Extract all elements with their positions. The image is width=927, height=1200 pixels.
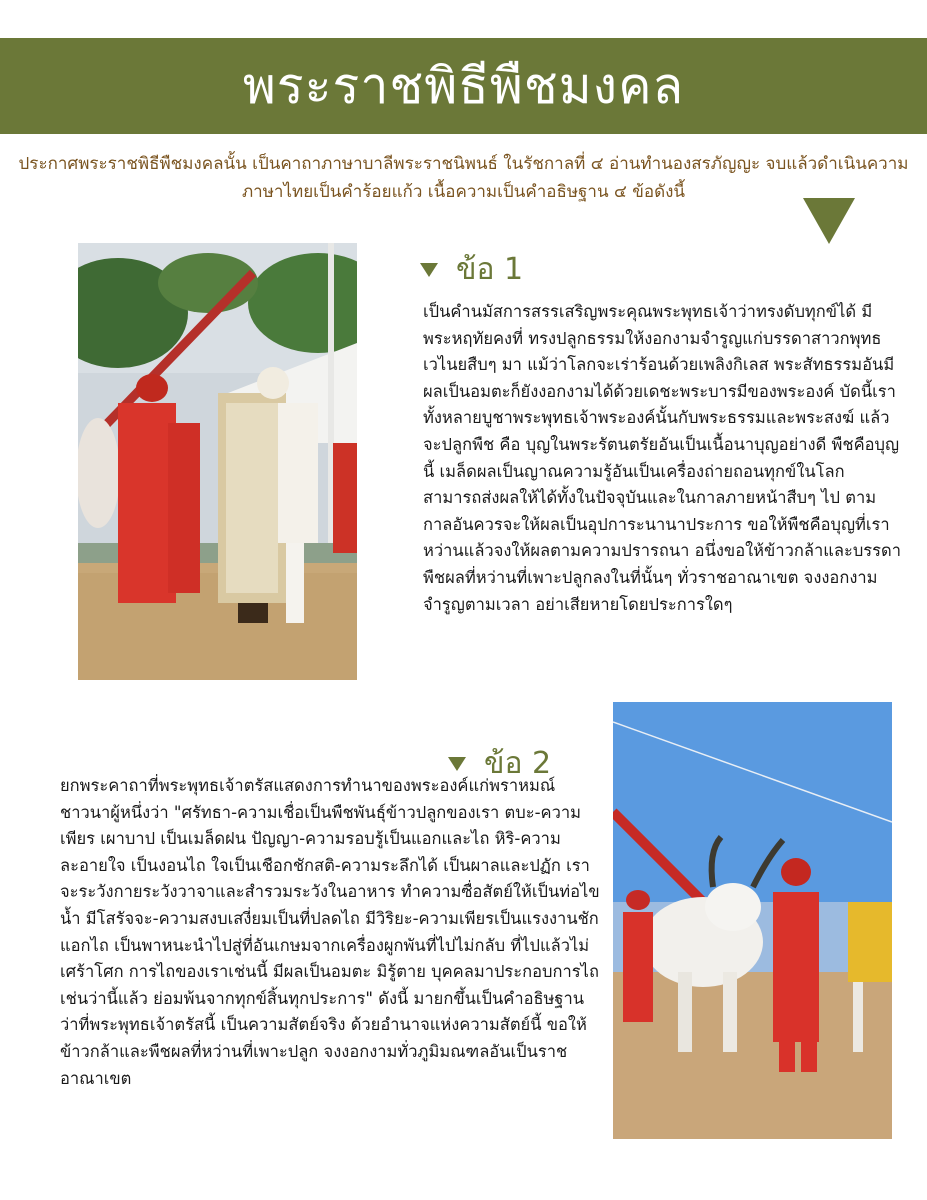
- page-title: พระราชพิธีพืชมงคล: [242, 56, 685, 115]
- ceremony-photo-officiant: [78, 243, 357, 680]
- triangle-down-icon: [420, 263, 438, 277]
- triangle-down-icon: [448, 757, 466, 771]
- title-banner: [0, 38, 927, 134]
- section-1-text: เป็นคำนมัสการสรรเสริญพระคุณพระพุทธเจ้าว่าทรงดับทุกข์ได้ มีพระหฤทัยคงที่ ทรงปลูกธรรมให้งอกงามจำรูญแก่บรรดาสาวกพุทธเวไนยสืบๆ มา แม้ว่าโลกจะเร่าร้อนด้วยเพลิงกิเลส พระสัทธรรมอันมีผลเป็นอมตะก็ยังงอกงามได้ด้วยเดชะพระบารมีของพระองค์ บัดนี้เราทั้งหลายบูชาพระพุทธเจ้าพระองค์นั้นกับพระธรรมและพระสงฆ์ แล้วจะปลูกพืช คือ บุญในพระรัตนตรัยอันเป็นเนื้อนาบุญอย่างดี พืชคือบุญนี้ เมล็ดผลเป็นญาณความรู้อันเป็นเครื่องถ่ายถอนทุกข์ในโลก สามารถส่งผลให้ได้ทั้งในปัจจุบันและในกาลภายหน้าสืบๆ ไป ตามกาลอันควรจะให้ผลเป็นอุปการะนานาประการ ขอให้พืชคือบุญที่เราหว่านแล้วจงให้ผลตามความปรารถนา อนึ่งขอให้ข้าวกล้าและบรรดาพืชผลที่หว่านที่เพาะปลูกลงในที่นั้นๆ ทั่วราชอาณาเขต จงงอกงามจำรูญตามเวลา อย่าเสียหายโดยประการใดๆ: [423, 302, 902, 614]
- intro-paragraph: ประกาศพระราชพิธีพืชมงคลนั้น เป็นคาถาภาษาบาลีพระราชนิพนธ์ ในรัชกาลที่ ๔ อ่านทำนองสรภัญญะ จบแล้วดำเนินความภาษาไทยเป็นคำร้อยแก้ว เนื้อความเป็นคำอธิษฐาน ๔ ข้อดังนี้: [18, 154, 909, 202]
- section-2-title: ข้อ 2: [484, 746, 552, 781]
- section-heading-1: [420, 246, 523, 293]
- section-1-title: ข้อ 1: [456, 252, 524, 287]
- ceremony-photo-oxen: [613, 702, 892, 1139]
- triangle-down-icon: [803, 198, 855, 244]
- section-2-text: ยกพระคาถาที่พระพุทธเจ้าตรัสแสดงการทำนาของพระองค์แก่พราหมณ์ชาวนาผู้หนึ่งว่า "ศรัทธา-ความเชื่อเป็นพืชพันธุ์ข้าวปลูกของเรา ตบะ-ความเพียร เผาบาป เป็นเมล็ดฝน ปัญญา-ความรอบรู้เป็นแอกและไถ หิริ-ความละอายใจ เป็นงอนไถ ใจเป็นเชือกชักสติ-ความระลึกได้ เป็นผาลและปฏัก เราจะระวังกายระวังวาจาและสำรวมระวังในอาหาร ทำความซื่อสัตย์ให้เป็นท่อไขน้ำ มีโสรัจจะ-ความสงบเสงี่ยมเป็นที่ปลดไถ มีวิริยะ-ความเพียรเป็นแรงงานชักแอกไถ เป็นพาหนะนำไปสู่ที่อันเกษมจากเครื่องผูกพันที่ไปไม่กลับ ที่ไปแล้วไม่เศร้าโศก การไถของเราเช่นนี้ มีผลเป็นอมตะ มิรู้ตาย บุคคลมาประกอบการไถเช่นว่านี้แล้ว ย่อมพ้นจากทุกข์สิ้นทุกประการ" ดังนี้ มายกขึ้นเป็นคำอธิษฐานว่าที่พระพุทธเจ้าตรัสนี้ เป็นความสัตย์จริง ด้วยอำนาจแห่งความสัตย์นี้ ขอให้ข้าวกล้าและพืชผลที่หว่านที่เพาะปลูก จงงอกงามทั่วภูมิมณฑลอันเป็นราชอาณาเขต: [60, 776, 600, 1088]
